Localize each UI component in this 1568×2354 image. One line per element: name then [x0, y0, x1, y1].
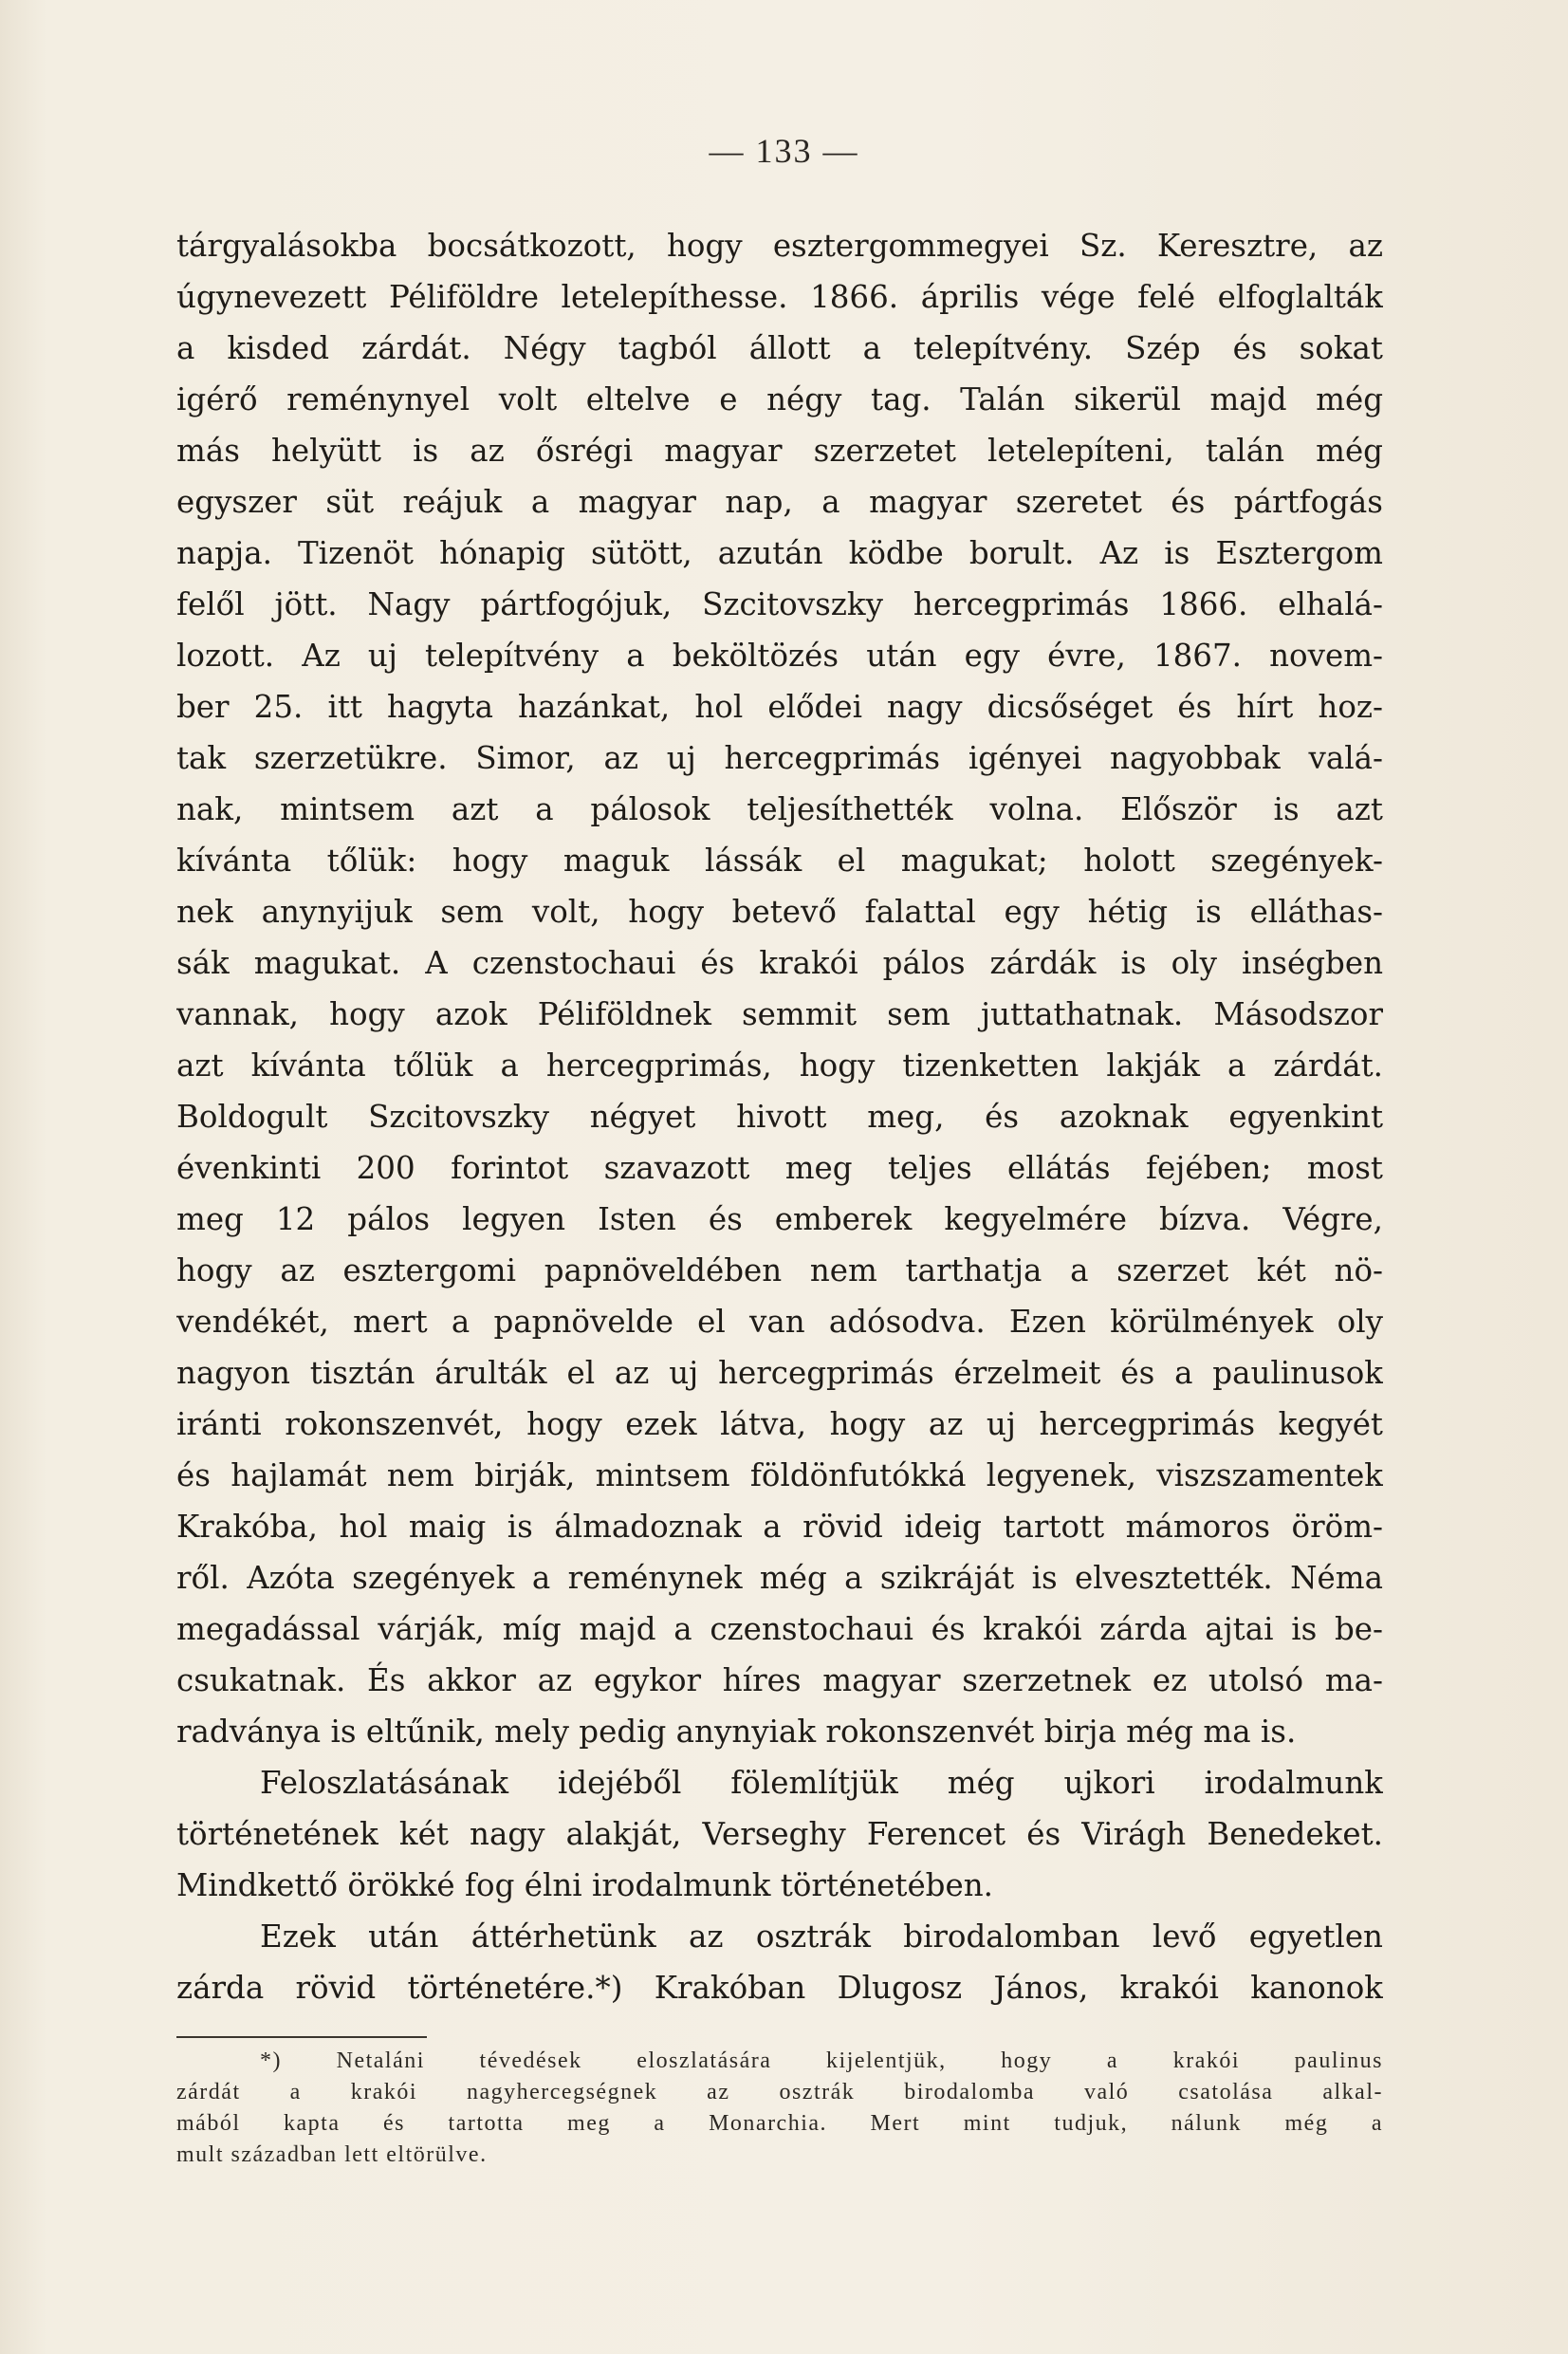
- text-line: Mindkettő örökké fog élni irodalmunk történetében.: [176, 1867, 993, 1903]
- text-line: nek anynyijuk sem volt, hogy betevő falattal egy hétig is elláthas-: [176, 894, 1383, 930]
- text-line: ről. Azóta szegények a reménynek még a szikráját is elvesztették. Néma: [176, 1560, 1383, 1596]
- text-line: ber 25. itt hagyta hazánkat, hol elődei nagy dicsőséget és hírt hoz-: [176, 689, 1383, 725]
- text-line: úgynevezett Péliföldre letelepíthesse. 1866. április vége felé elfoglalták: [176, 279, 1383, 315]
- text-line: meg 12 pálos legyen Isten és emberek kegyelmére bízva. Végre,: [176, 1201, 1383, 1237]
- text-line: a kisded zárdát. Négy tagból állott a telepítvény. Szép és sokat: [176, 330, 1383, 366]
- text-line: zárda rövid történetére.*) Krakóban Dlugosz János, krakói kanonok: [176, 1970, 1383, 2006]
- text-line: nak, mintsem azt a pálosok teljesíthették volna. Először is azt: [176, 791, 1383, 827]
- text-line: radványa is eltűnik, mely pedig anynyiak rokonszenvét birja még ma is.: [176, 1714, 1297, 1750]
- text-line: megadással várják, míg majd a czenstochaui és krakói zárda ajtai is be-: [176, 1611, 1383, 1647]
- footnote-line: mából kapta és tartotta meg a Monarchia. Mert mint tudjuk, nálunk még a: [176, 2111, 1383, 2136]
- text-line: Ezek után áttérhetünk az osztrák birodalomban levő egyetlen: [260, 1918, 1383, 1955]
- text-line: hogy az esztergomi papnöveldében nem tarthatja a szerzet két nö-: [176, 1252, 1383, 1288]
- text-line: tak szerzetükre. Simor, az uj hercegprimás igényei nagyobbak valá-: [176, 740, 1383, 776]
- text-line: nagyon tisztán árulták el az uj hercegprimás érzelmeit és a paulinusok: [176, 1355, 1383, 1391]
- text-line: más helyütt is az ősrégi magyar szerzetet letelepíteni, talán még: [176, 433, 1383, 469]
- page-number: — 133 —: [709, 132, 859, 170]
- text-line: azt kívánta tőlük a hercegprimás, hogy tizenketten lakják a zárdát.: [176, 1047, 1383, 1084]
- text-line: Boldogult Szcitovszky négyet hivott meg, és azoknak egyenkint: [176, 1099, 1383, 1135]
- body-text: [176, 220, 1383, 2013]
- text-line: lozott. Az uj telepítvény a beköltözés után egy évre, 1867. novem-: [176, 638, 1383, 674]
- text-line: történetének két nagy alakját, Verseghy Ferencet és Virágh Benedeket.: [176, 1816, 1383, 1852]
- text-line: kívánta tőlük: hogy maguk lássák el magukat; holott szegények-: [176, 843, 1383, 879]
- text-line: sák magukat. A czenstochaui és krakói pálos zárdák is oly inségben: [176, 945, 1383, 981]
- text-line: évenkinti 200 forintot szavazott meg teljes ellátás fejében; most: [176, 1150, 1383, 1186]
- text-line: vendékét, mert a papnövelde el van adósodva. Ezen körülmények oly: [176, 1304, 1383, 1340]
- text-line: csukatnak. És akkor az egykor híres magyar szerzetnek ez utolsó ma-: [176, 1662, 1383, 1698]
- text-line: tárgyalásokba bocsátkozott, hogy esztergommegyei Sz. Keresztre, az: [176, 228, 1383, 264]
- text-line: Krakóba, hol maig is álmadoznak a rövid ideig tartott mámoros öröm-: [176, 1509, 1383, 1545]
- text-line: Feloszlatásának idejéből fölemlítjük még ujkori irodalmunk: [260, 1765, 1383, 1801]
- footnote-line: mult században lett eltörülve.: [176, 2142, 488, 2167]
- footnote: [176, 2046, 1383, 2171]
- text-line: egyszer süt reájuk a magyar nap, a magyar szeretet és pártfogás: [176, 484, 1383, 520]
- text-line: felől jött. Nagy pártfogójuk, Szcitovszky hercegprimás 1866. elhalá-: [176, 586, 1383, 622]
- text-line: igérő reménynyel volt eltelve e négy tag. Talán sikerül majd még: [176, 381, 1383, 417]
- footnote-line: *) Netaláni tévedések eloszlatására kijelentjük, hogy a krakói paulinus: [260, 2048, 1383, 2073]
- footnote-divider: [176, 2036, 427, 2038]
- footnote-line: zárdát a krakói nagyhercegségnek az osztrák birodalomba való csatolása alkal-: [176, 2080, 1383, 2104]
- text-line: napja. Tizenöt hónapig sütött, azután ködbe borult. Az is Esztergom: [176, 535, 1383, 571]
- text-line: és hajlamát nem birják, mintsem földönfutókká legyenek, viszszamentek: [176, 1457, 1383, 1493]
- text-line: iránti rokonszenvét, hogy ezek látva, hogy az uj hercegprimás kegyét: [176, 1406, 1383, 1442]
- text-line: vannak, hogy azok Péliföldnek semmit sem juttathatnak. Másodszor: [176, 996, 1383, 1032]
